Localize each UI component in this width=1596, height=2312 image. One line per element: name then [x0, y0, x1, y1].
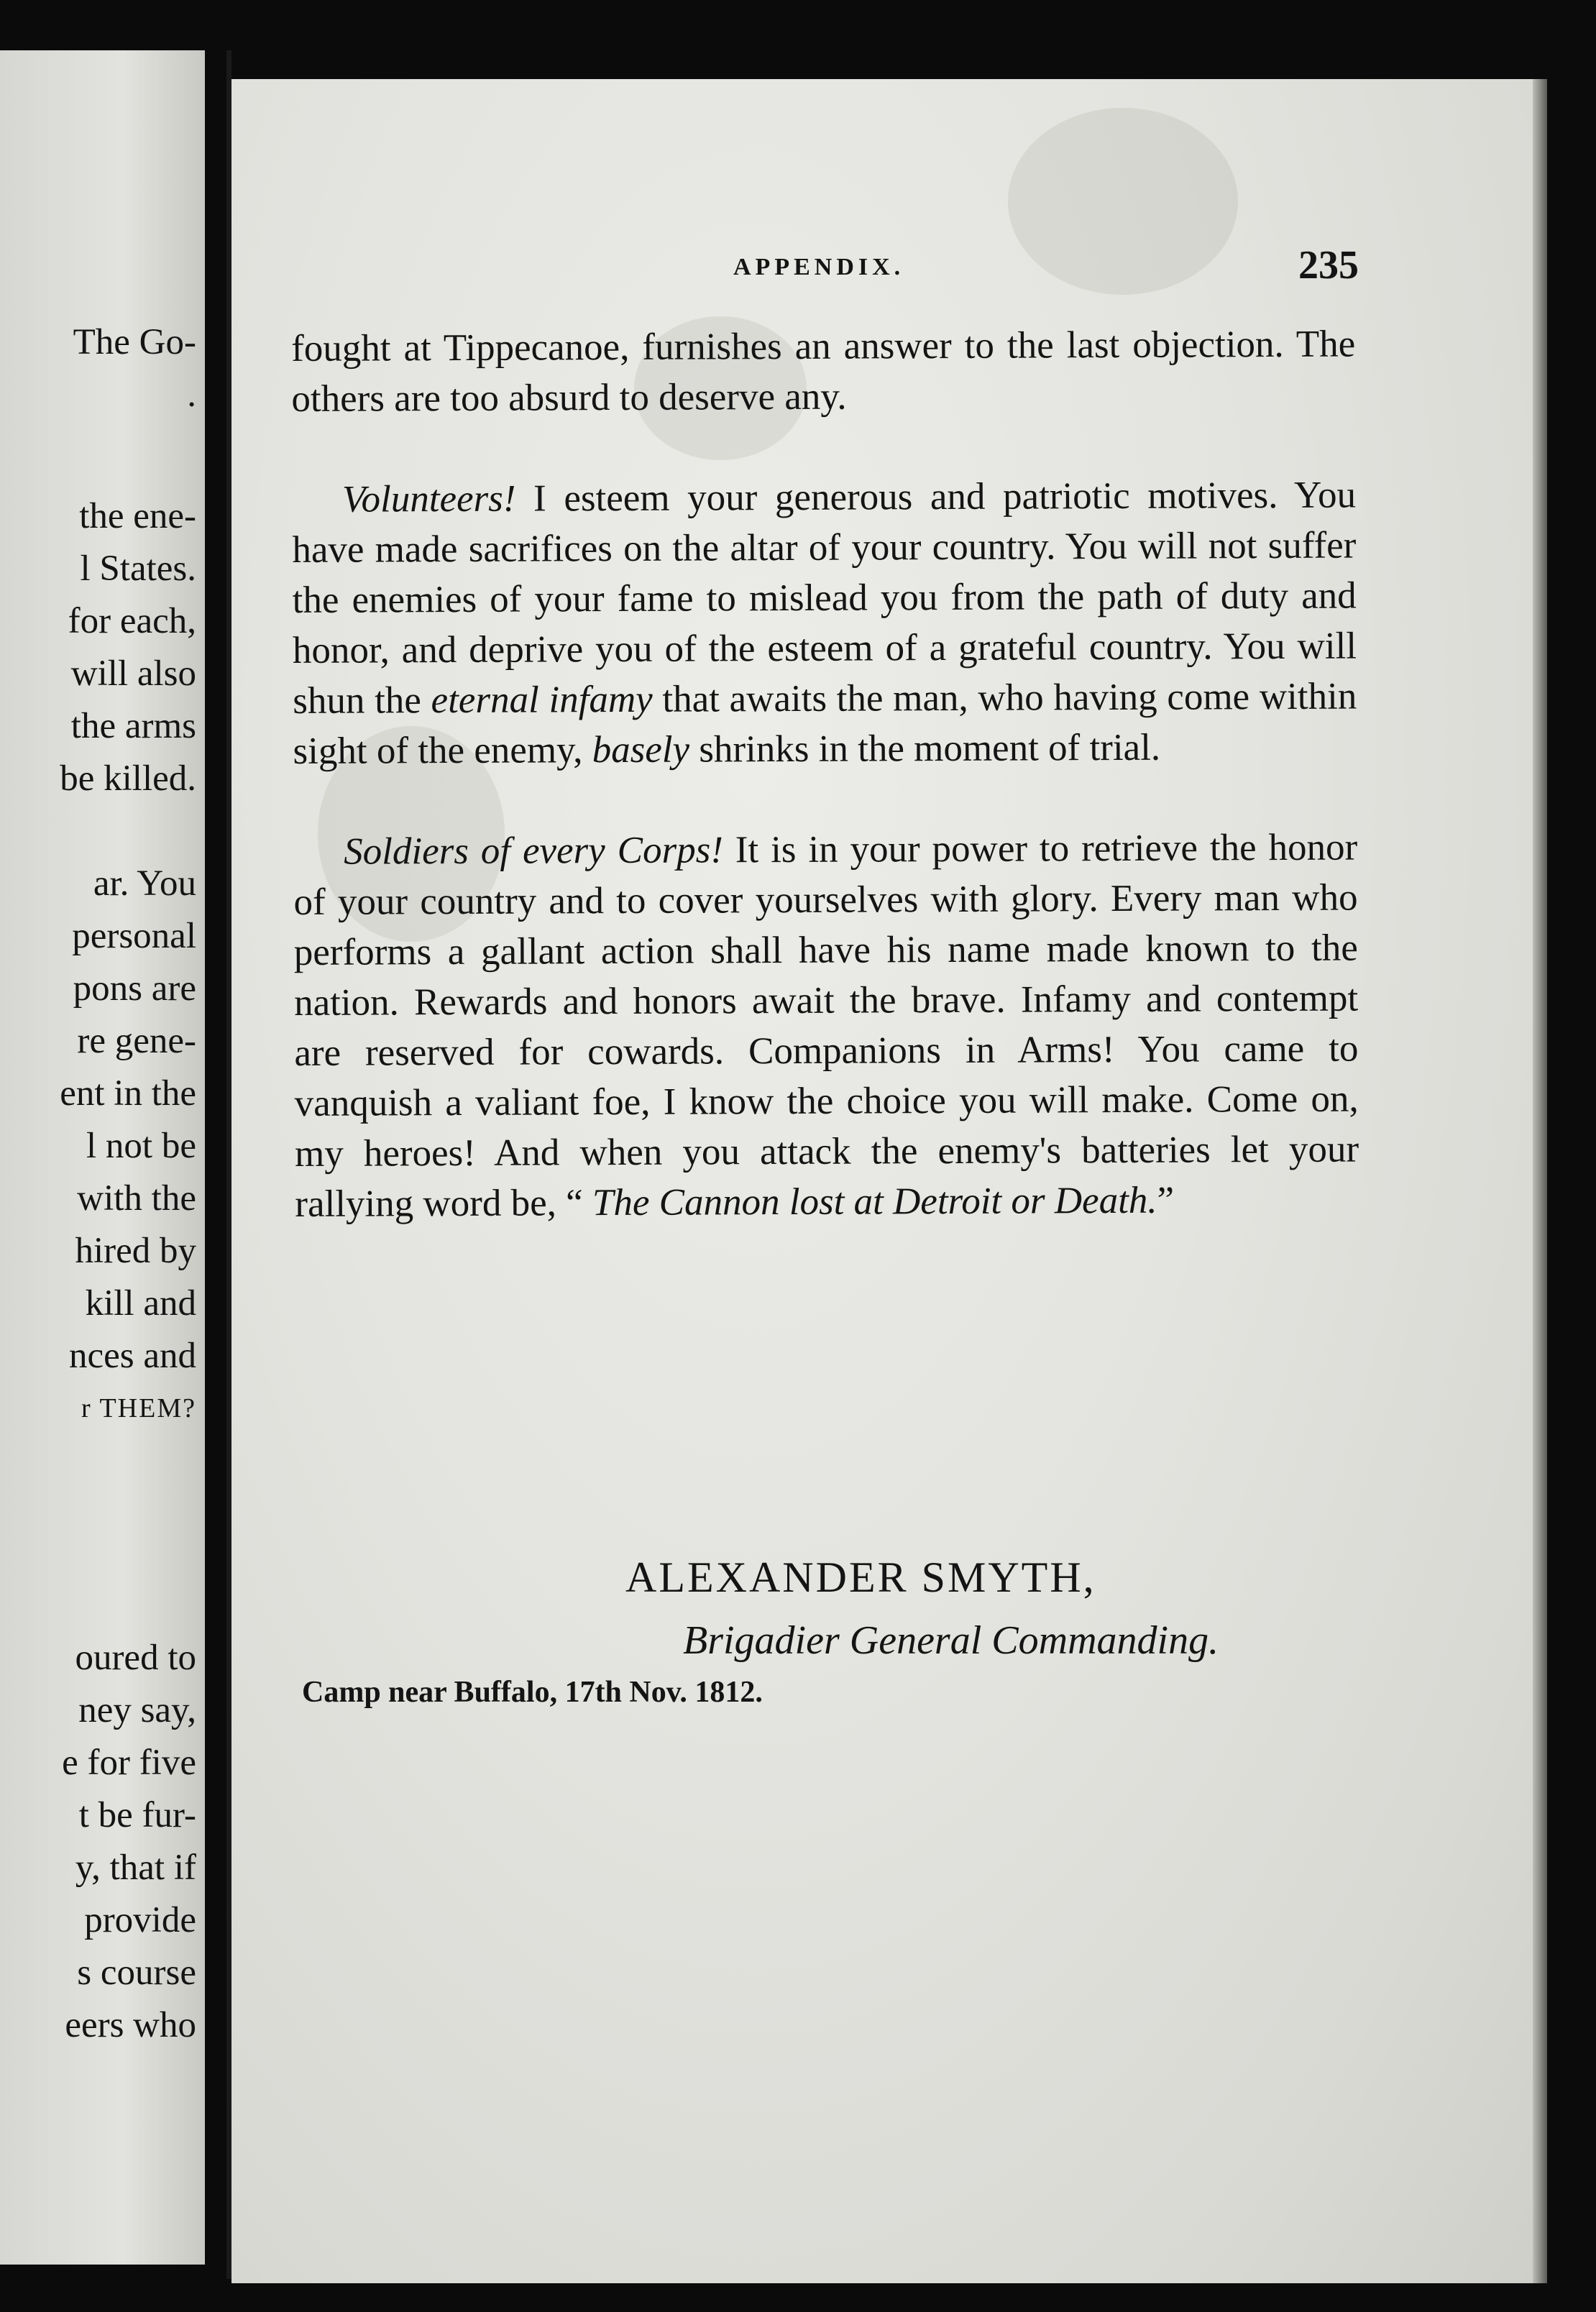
paragraph-2	[292, 470, 1357, 776]
left-line: y, that if	[75, 1848, 196, 1888]
paragraph-3-emphasis: The Cannon lost at Detroit or Death.	[592, 1179, 1157, 1224]
left-line: l States.	[80, 549, 196, 589]
gutter-divider	[226, 50, 231, 2279]
left-line: re gene-	[77, 1021, 196, 1061]
left-line: e for five	[62, 1743, 196, 1783]
left-page	[0, 50, 205, 2265]
left-line: eers who	[65, 2005, 196, 2045]
page-edge	[1533, 79, 1547, 2283]
left-line: s course	[77, 1953, 196, 1993]
left-page-bottom-lines	[0, 1632, 196, 2052]
paragraph-3-text: ”	[1157, 1179, 1175, 1221]
left-line: ar. You	[93, 863, 196, 904]
left-line: personal	[72, 916, 196, 956]
left-line: with the	[77, 1178, 196, 1219]
left-line: kill and	[85, 1283, 196, 1324]
left-line: r THEM?	[81, 1393, 196, 1423]
paragraph-3-text: It is in your power to retrieve the honor of your country and to cover yourselves with glory. Every man who performs a gallant action shall have his name made known to the nation. Rewards and honors await the brave. Infamy and contempt are reserved for cowards. Companions in Arms! You came to vanquish a valiant foe, I know the choice you will make. Come on, my heroes! And when you attack the enemy's batteries let your rallying word be, “	[293, 826, 1359, 1225]
paragraph-3	[293, 822, 1359, 1229]
left-page-middle-lines	[0, 490, 196, 1435]
paragraph-2-emphasis: eternal infamy	[431, 678, 653, 722]
paragraph-1: fought at Tippecanoe, furnishes an answer to the last objection. The others are too absurd to deserve any.	[291, 323, 1356, 420]
signature-title: Brigadier General Commanding.	[683, 1618, 1219, 1663]
running-head	[496, 243, 1359, 291]
paragraph-3-lead: Soldiers of every Corps!	[344, 829, 724, 873]
paragraph-2-text: that awaits the man, who having come within sight of the enemy,	[293, 675, 1357, 772]
dateline: Camp near Buffalo, 17th Nov. 1812.	[302, 1676, 763, 1709]
left-line: .	[187, 375, 196, 415]
paragraph-2-text: I esteem your generous and patriotic motives. You have made sacrifices on the altar of your country. You will not suffer the enemies of your fame to mislead you from the path of duty and honor, and deprive you of the esteem of a grateful country. You will shun the	[292, 474, 1357, 722]
paragraph-2-lead: Volunteers!	[341, 477, 516, 520]
left-line: ent in the	[60, 1073, 196, 1114]
left-line: be killed.	[60, 758, 196, 799]
signature-name: ALEXANDER SMYTH,	[625, 1554, 1096, 1601]
paragraph-2-text: shrinks in the moment of trial.	[689, 726, 1161, 771]
body-text	[291, 319, 1359, 1229]
left-line: the arms	[70, 706, 196, 746]
left-line: The Go-	[73, 322, 196, 362]
left-line: oured to	[75, 1638, 196, 1678]
left-line: provide	[84, 1900, 196, 1940]
left-line: will also	[70, 653, 196, 694]
left-line	[0, 805, 196, 858]
left-line: the ene-	[79, 496, 196, 536]
left-line: t be fur-	[78, 1795, 196, 1835]
left-line: for each,	[68, 601, 196, 641]
left-line: pons are	[73, 968, 196, 1009]
page-number: 235	[1298, 243, 1359, 288]
running-head-title: APPENDIX.	[733, 254, 905, 280]
left-line: l not be	[86, 1126, 196, 1166]
left-line: ney say,	[78, 1690, 196, 1730]
left-page-top-lines	[0, 316, 196, 421]
paragraph-2-emphasis: basely	[592, 728, 690, 771]
left-line: nces and	[68, 1336, 196, 1376]
left-line: hired by	[75, 1231, 196, 1271]
